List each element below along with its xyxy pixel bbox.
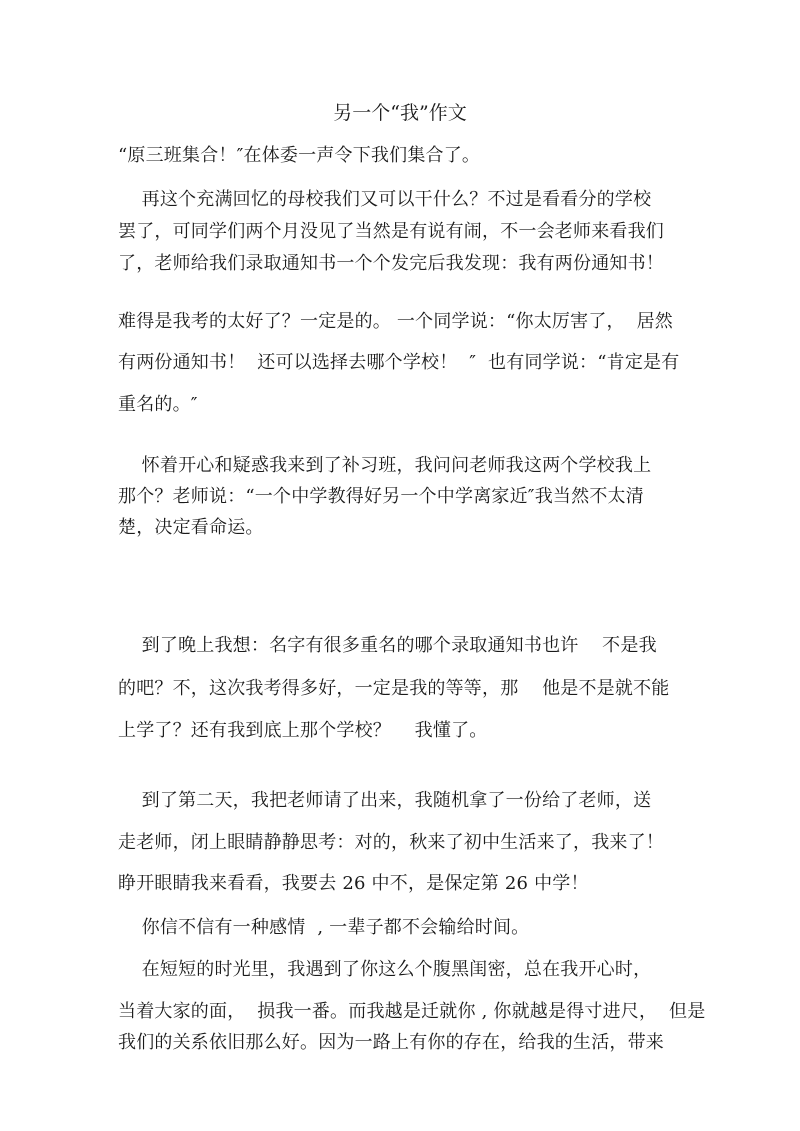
text-line: 上学了？还有我到底上那个学校？ 我懂了。 [118, 720, 488, 741]
document-title: 另一个“我”作文 [333, 102, 467, 124]
text-line: 的吧？不，这次我考得多好，一定是我的等等，那 他是不是就不能 [118, 678, 670, 699]
text-line: 当着大家的面， 损我一番。而我越是迁就你 , 你就越是得寸进尺， 但是 [118, 1001, 706, 1022]
text-line: 了，老师给我们录取通知书一个个发完后我发现：我有两份通知书！ [118, 253, 664, 274]
text-line: “原三班集合！″在体委一声令下我们集合了。 [118, 145, 481, 166]
text-line: 在短短的时光里，我遇到了你这么个腹黑闺密，总在我开心时， [118, 959, 652, 980]
text-line: 楚，决定看命运。 [118, 517, 264, 538]
text-line: 再这个充满回忆的母校我们又可以干什么？不过是看看分的学校 [118, 189, 652, 210]
text-line: 罢了，可同学们两个月没见了当然是有说有闹，不一会老师来看我们 [118, 221, 664, 242]
text-line: 那个？老师说：“一个中学教得好另一个中学离家近″我当然不太清 [118, 486, 644, 507]
text-line: 难得是我考的太好了？一定是的。 一个同学说：“你太厉害了， 居然 [118, 311, 673, 332]
text-line: 我们的关系依旧那么好。因为一路上有你的存在，给我的生活，带来 [118, 1032, 664, 1053]
text-line: 睁开眼睛我来看看，我要去 26 中不，是保定第 26 中学！ [118, 873, 589, 894]
text-line: 走老师，闭上眼睛静静思考：对的，秋来了初中生活来了，我来了！ [118, 832, 664, 853]
text-line: 重名的。″ [118, 394, 198, 415]
text-line: 到了晚上我想：名字有很多重名的哪个录取通知书也许 不是我 [118, 635, 657, 656]
text-line: 到了第二天，我把老师请了出来，我随机拿了一份给了老师，送 [118, 790, 652, 811]
text-line: 有两份通知书！ 还可以选择去哪个学校！ ″ 也有同学说：“肯定是有 [118, 352, 680, 373]
text-line: 怀着开心和疑惑我来到了补习班，我问问老师我这两个学校我上 [118, 455, 652, 476]
text-line: 你信不信有一种感情 , 一辈子都不会输给时间。 [118, 917, 530, 938]
